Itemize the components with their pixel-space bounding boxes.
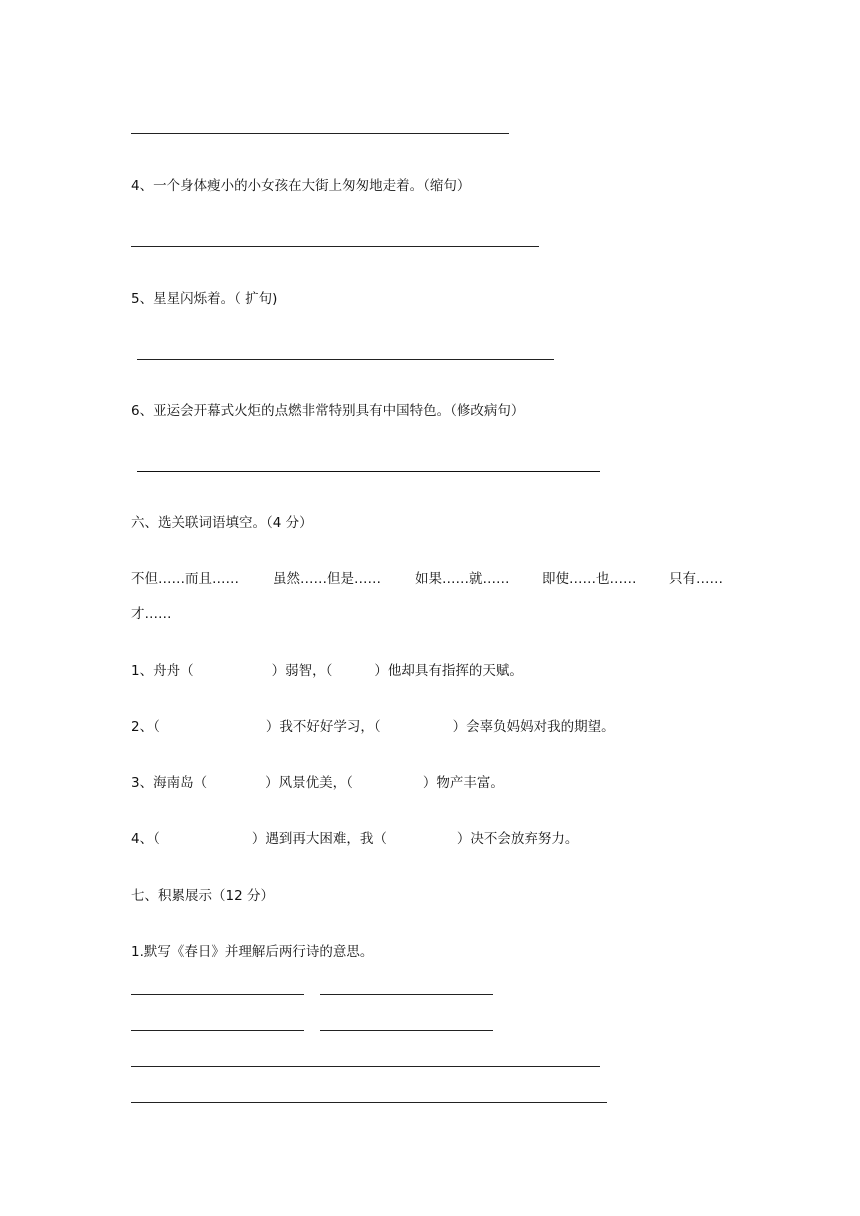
fill-item-2-num: 2、（: [131, 719, 160, 735]
fill-item-2: [131, 718, 615, 736]
fill-item-3-num: 3、海南岛（: [131, 775, 208, 791]
conjunction-option-3: 如果……就……: [415, 571, 510, 587]
fill-item-3: [131, 774, 504, 792]
fill-item-3-mid: ）风景优美，（: [265, 775, 353, 791]
fill-item-1-num: 1、舟舟（: [131, 663, 194, 679]
answer-line-q3[interactable]: [131, 133, 509, 134]
poem-line-1[interactable]: [131, 994, 304, 995]
question-6: 6、亚运会开幕式火炬的点燃非常特别具有中国特色。（修改病句）: [131, 403, 525, 419]
answer-line-q6[interactable]: [137, 471, 600, 472]
section-6-title: 六、选关联词语填空。（4 分）: [131, 515, 313, 531]
fill-item-4-end: ）决不会放弃努力。: [456, 831, 579, 847]
fill-item-2-mid: ）我不好好学习，（: [265, 719, 381, 735]
poem-line-2[interactable]: [320, 994, 493, 995]
meaning-line-1[interactable]: [131, 1066, 600, 1067]
conjunction-option-5-wrap: 才……: [131, 606, 172, 622]
section-7-question-1: 1.默写《春日》并理解后两行诗的意思。: [131, 944, 374, 960]
question-5: 5、星星闪烁着。（ 扩句): [131, 291, 278, 307]
conjunction-option-2: 虽然……但是……: [273, 571, 381, 587]
fill-item-4-num: 4、（: [131, 831, 160, 847]
answer-line-q5[interactable]: [137, 359, 554, 360]
fill-item-2-end: ）会辜负妈妈对我的期望。: [452, 719, 615, 735]
conjunction-option-5: 只有……: [669, 571, 723, 587]
fill-item-1-end: ）他却具有指挥的天赋。: [374, 663, 523, 679]
fill-item-3-end: ）物产丰富。: [422, 775, 504, 791]
fill-item-4-mid: ）遇到再大困难，我（: [251, 831, 387, 847]
fill-item-1-mid: ）弱智，（: [271, 663, 333, 679]
poem-line-4[interactable]: [320, 1030, 493, 1031]
conjunction-option-4: 即使……也……: [542, 571, 637, 587]
conjunction-option-1: 不但……而且……: [131, 571, 239, 587]
question-4: 4、一个身体瘦小的小女孩在大街上匆匆地走着。（缩句）: [131, 178, 471, 194]
meaning-line-2[interactable]: [131, 1102, 607, 1103]
fill-item-1: [131, 662, 523, 680]
answer-line-q4[interactable]: [131, 246, 539, 247]
poem-line-3[interactable]: [131, 1030, 304, 1031]
section-7-title: 七、积累展示（12 分）: [131, 888, 274, 904]
fill-item-4: [131, 830, 578, 848]
